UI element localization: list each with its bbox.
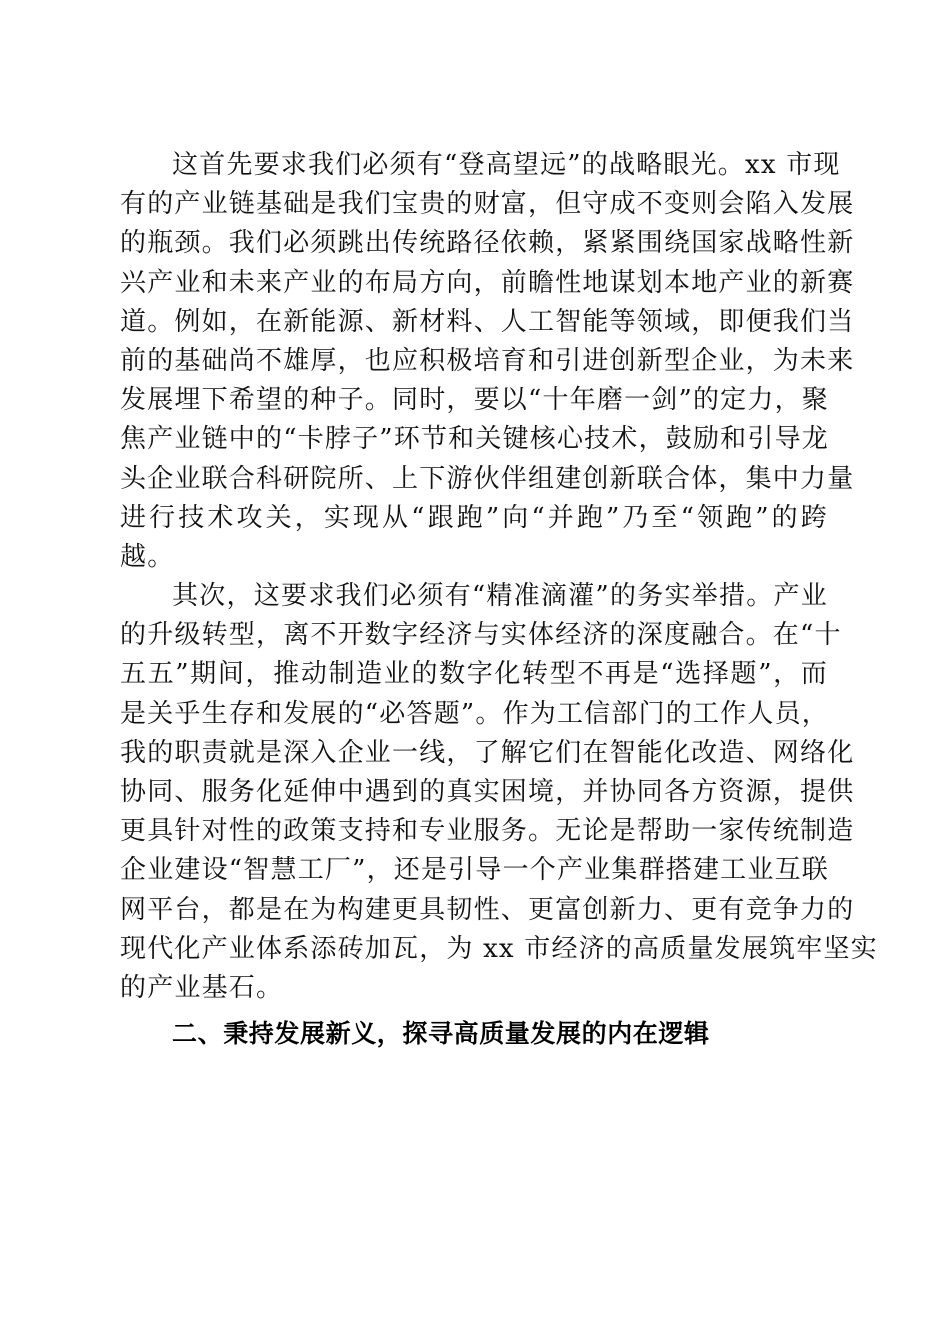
paragraph-line: 头企业联合科研院所、上下游伙伴组建创新联合体，集中力量 [120,463,855,494]
paragraph-line: 道。例如，在新能源、新材料、人工智能等领域，即便我们当 [120,306,855,337]
paragraph-line: 这首先要求我们必须有“登高望远”的战略眼光。xx 市现 [172,150,841,180]
paragraph-line: 有的产业链基础是我们宝贵的财富，但守成不变则会陷入发展 [120,189,855,220]
paragraph-line: 现代化产业体系添砖加瓦，为 xx 市经济的高质量发展筑牢坚实 [120,933,878,964]
paragraph-line: 网平台，都是在为构建更具韧性、更富创新力、更有竞争力的 [120,894,855,925]
paragraph-line: 焦产业链中的“卡脖子”环节和关键核心技术，鼓励和引导龙 [120,424,829,455]
paragraph-line: 兴产业和未来产业的布局方向，前瞻性地谋划本地产业的新赛 [120,267,855,298]
paragraph-line: 其次，这要求我们必须有“精准滴灌”的务实举措。产业 [172,581,828,612]
paragraph-line: 更具针对性的政策支持和专业服务。无论是帮助一家传统制造 [120,816,855,847]
paragraph-line: 的瓶颈。我们必须跳出传统路径依赖，紧紧围绕国家战略性新 [120,228,855,259]
document-body [120,146,878,1053]
paragraph-line: 的升级转型，离不开数字经济与实体经济的深度融合。在“十 [120,620,842,651]
paragraph-line: 协同、服务化延伸中遇到的真实困境，并协同各方资源，提供 [120,777,855,807]
section-heading: 二、秉持发展新义，探寻高质量发展的内在逻辑 [172,1019,710,1049]
paragraph-line: 越。 [120,541,175,572]
paragraph-line: 发展埋下希望的种子。同时，要以“十年磨一剑”的定力，聚 [120,385,829,416]
paragraph-line: 企业建设“智慧工厂”，还是引导一个产业集群搭建工业互联 [120,855,829,886]
paragraph-1 [120,146,855,577]
paragraph-line: 我的职责就是深入企业一线，了解它们在智能化改造、网络化 [120,737,855,768]
paragraph-line: 的产业基石。 [120,972,284,1003]
paragraph-line: 进行技术攻关，实现从“跟跑”向“并跑”乃至“领跑”的跨 [120,502,828,533]
paragraph-line: 是关乎生存和发展的“必答题”。作为工信部门的工作人员， [120,698,829,729]
paragraph-line: 前的基础尚不雄厚，也应积极培育和引进创新型企业，为未来 [120,345,855,376]
paragraph-2 [120,577,878,1008]
paragraph-line: 五五”期间，推动制造业的数字化转型不再是“选择题”，而 [120,659,828,690]
